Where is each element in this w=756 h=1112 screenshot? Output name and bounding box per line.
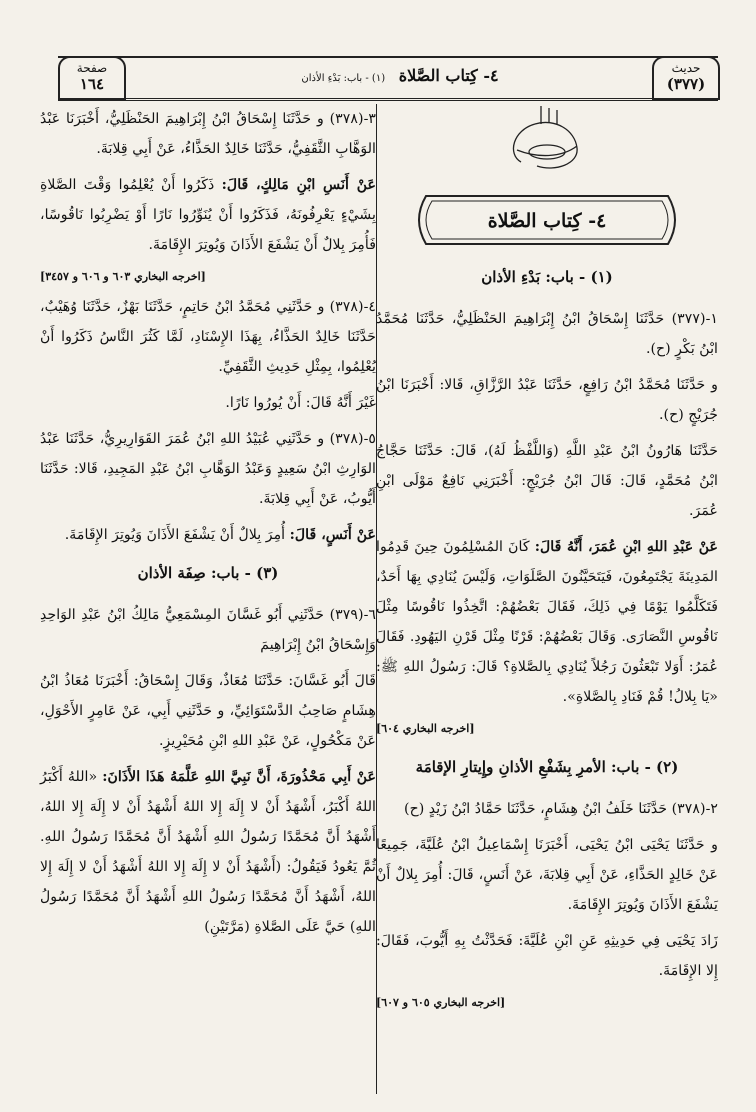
hadith-text: ٣-(٣٧٨) و حَدَّثَنَا إِسْحَاقُ ابْنُ إِبْرَاهِيمَ الحَنْظَلِيُّ، أَخْبَرَنَا عَبْدُ الوَهَّابِ الثَّقَفِيُّ، حَدَّثَنَا خَالِدٌ الحَذَّاءُ، عَنْ أَبِي قِلابَةَ.: [40, 111, 376, 157]
hadith-text: و حَدَّثَنَا يَحْيَى ابْنُ يَحْيَى، أَخْبَرَنَا إِسْمَاعِيلُ ابْنُ عُلَيَّةَ، جَمِيعًا عَنْ خَالِدٍ الحَذَّاءِ، عَنْ أَبِي قِلابَةَ، عَنْ أَنَسٍ، قَالَ: أُمِرَ بِلالٌ أَنْ يَشْفَعَ الأَذَانَ وَيُوتِرَ الإِقَامَةَ.: [376, 837, 718, 913]
matn: ذَكَرُوا أَنْ يُعْلِمُوا وَقْتَ الصَّلاةِ بِشَيْءٍ يَعْرِفُونَهُ، فَذَكَرُوا أَنْ يُنَوِّرُوا نَارًا أَوْ يَضْرِبُوا نَاقُوسًا، فَأُمِرَ بِلالٌ أَنْ يَشْفَعَ الأَذَانَ وَيُوتِرَ الإِقَامَةَ.: [40, 177, 376, 253]
reference: [اخرجه البخاري ٦٠٥ و ٦٠٧]: [376, 996, 506, 1009]
hadith-text: زَادَ يَحْيَى فِي حَدِيثِهِ عَنِ ابْنِ عُلَيَّةَ: فَحَدَّثْتُ بِهِ أَيُّوبَ، فَقَالَ: إِلا الإِقَامَةَ.: [376, 933, 718, 979]
left-column: [40, 104, 376, 948]
hadith-text: قَالَ أَبُو غَسَّانَ: حَدَّثَنَا مُعَاذٌ، وَقَالَ إِسْحَاقُ: أَخْبَرَنَا مُعَاذُ ابْنُ هِشَامٍ صَاحِبُ الدَّسْتَوَائِيِّ، و حَدَّثَنِي أَبِي، عَنْ عَامِرٍ الأَحْوَلِ، عَنْ مَكْحُولٍ، عَنْ عَبْدِ اللهِ ابْنِ مُحَيْرِيزٍ.: [40, 673, 376, 749]
chapter-heading: (٣) - باب: صِفَة الأذان: [137, 564, 279, 582]
reference: [اخرجه البخاري ٦٠٤]: [376, 722, 475, 735]
chapter-heading: (٢) - باب: الأمرِ بِشَفْعِ الأذانِ وإِيتارِ الإقامَة: [415, 758, 679, 776]
hadith-text: ١-(٣٧٧) حَدَّثَنَا إِسْحَاقُ ابْنُ إِبْرَاهِيمَ الحَنْظَلِيُّ، حَدَّثَنَا مُحَمَّدُ ابْنُ بَكْرٍ (ح).: [376, 311, 718, 357]
matn: «اللهُ أَكْبَرُ اللهُ أَكْبَرُ، أَشْهَدُ أَنْ لا إِلَهَ إِلا اللهُ أَشْهَدُ أَنْ لا إِلَهَ إِلا اللهُ، أَشْهَدُ أَنَّ مُحَمَّدًا رَسُولُ اللهِ أَشْهَدُ أَنَّ مُحَمَّدًا رَسُولُ اللهِ. ثُمَّ يَعُودُ فَيَقُولُ: (أَشْهَدُ أَنْ لا إِلَهَ إِلا اللهُ أَشْهَدُ أَنْ لا إِلَهَ إِلا اللهُ، أَشْهَدُ أَنَّ مُحَمَّدًا رَسُولُ اللهِ أَشْهَدُ أَنَّ مُحَمَّدًا رَسُولُ اللهِ) حَيَّ عَلَى الصَّلاةِ (مَرَّتَيْنِ): [40, 769, 376, 935]
hadith-number-box: [652, 56, 720, 100]
running-title-main: ٤- كِتاب الصَّلاة: [398, 66, 499, 85]
page-number: ١٦٤: [79, 75, 105, 93]
hadith-text: ٤-(٣٧٨) و حَدَّثَنِي مُحَمَّدُ ابْنُ حَاتِمٍ، حَدَّثَنَا بَهْزٌ، حَدَّثَنَا وُهَيْبٌ، حَدَّثَنَا خَالِدٌ الحَذَّاءُ، بِهَذَا الإِسْنَادِ، لَمَّا كَثُرَ النَّاسُ ذَكَرُوا أَنْ يُعْلِمُوا، بِمِثْلِ حَدِيثِ الثَّقَفِيِّ.: [40, 299, 376, 375]
running-subtitle: (١) - باب: بَدْءِ الأذان: [301, 73, 386, 84]
running-title: [250, 66, 550, 85]
hadith-text: حَدَّثَنَا هَارُونُ ابْنُ عَبْدِ اللَّهِ (وَاللَّفْظُ لَهُ)، قَالَ: حَدَّثَنَا حَجَّاجُ ابْنُ مُحَمَّدٍ، قَالَ: قَالَ ابْنُ جُرَيْجٍ: أَخْبَرَنِي نَافِعٌ مَوْلَى ابْنِ عُمَرَ.: [376, 443, 718, 519]
basmala-seal: [376, 104, 718, 186]
hadith-text: [40, 520, 376, 550]
narrator: عَنْ أَنَسِ ابْنِ مَالِكٍ، قَالَ:: [221, 177, 377, 193]
chapter-heading: (١) - باب: بَدْءِ الأذان: [481, 268, 613, 286]
hadith-text: ٥-(٣٧٨) و حَدَّثَنِي عُبَيْدُ اللهِ ابْنُ عُمَرَ القَوَارِيرِيُّ، حَدَّثَنَا عَبْدُ الوَارِثِ ابْنُ سَعِيدٍ وَعَبْدُ الوَهَّابِ ابْنُ عَبْدِ المَجِيدِ، قَالا: حَدَّثَنَا أَيُّوبُ، عَنْ أَبِي قِلابَةَ.: [40, 431, 376, 507]
book-title-cartouche: [406, 188, 688, 252]
hadith-text: و حَدَّثَنَا مُحَمَّدُ ابْنُ رَافِعٍ، حَدَّثَنَا عَبْدُ الرَّزَّاقِ، قَالا: أَخْبَرَنَا ابْنُ جُرَيْجٍ (ح).: [376, 377, 718, 423]
page-number-box: [58, 56, 126, 100]
matn: كَانَ المُسْلِمُونَ حِينَ قَدِمُوا المَدِينَةَ يَجْتَمِعُونَ، فَيَتَحَيَّنُونَ الصَّلَوَاتِ، وَلَيْسَ يُنَادِي بِهَا أَحَدٌ، فَتَكَلَّمُوا يَوْمًا فِي ذَلِكَ، فَقَالَ بَعْضُهُمْ: اتَّخِذُوا نَاقُوسًا مِثْلَ نَاقُوسِ النَّصَارَى. وَقَالَ بَعْضُهُمْ: قَرْنًا مِثْلَ قَرْنِ اليَهُودِ. فَقَالَ عُمَرُ: أَوَلا تَبْعَثُونَ رَجُلاً يُنَادِي بِالصَّلاةِ؟ قَالَ: رَسُولُ اللهِ ﷺ: «يَا بِلالُ! قُمْ فَنَادِ بِالصَّلاةِ».: [376, 539, 718, 705]
right-column: [376, 104, 718, 1018]
hadith-label: حديث: [671, 61, 701, 75]
hadith-text: [376, 532, 718, 712]
hadith-text: [40, 762, 376, 942]
matn: أُمِرَ بِلالٌ أَنْ يَشْفَعَ الأَذَانَ وَيُوتِرَ الإِقَامَةَ.: [64, 527, 286, 543]
hadith-text: ٦-(٣٧٩) حَدَّثَنِي أَبُو غَسَّانَ المِسْمَعِيُّ مَالِكُ ابْنُ عَبْدِ الوَاحِدِ وَإِسْحَاقُ ابْنُ إِبْرَاهِيمَ: [40, 607, 376, 653]
book-title: ٤- كِتاب الصَّلاة: [487, 210, 607, 232]
narrator: عَنْ عَبْدِ اللهِ ابْنِ عُمَرَ، أَنَّهُ قَالَ:: [534, 539, 719, 555]
hadith-text: [40, 170, 376, 260]
reference: [اخرجه البخاري ٦٠٣ و ٦٠٦ و ٣٤٥٧]: [40, 270, 206, 283]
page-label: صفحة: [76, 61, 108, 75]
hadith-text: ٢-(٣٧٨) حَدَّثَنَا خَلَفُ ابْنُ هِشَامٍ، حَدَّثَنَا حَمَّادُ ابْنُ زَيْدٍ (ح): [404, 801, 718, 817]
narrator: عَنْ أَنَسٍ، قَالَ:: [289, 527, 376, 543]
hadith-number: (٣٧٧): [666, 75, 706, 93]
hadith-text: غَيْرَ أَنَّهُ قَالَ: أَنْ يُورُوا نَارًا.: [225, 395, 376, 411]
narrator: عَنْ أَبِي مَحْذُورَةَ، أَنَّ نَبِيَّ اللهِ عَلَّمَهُ هَذَا الأَذَانَ:: [102, 769, 376, 785]
